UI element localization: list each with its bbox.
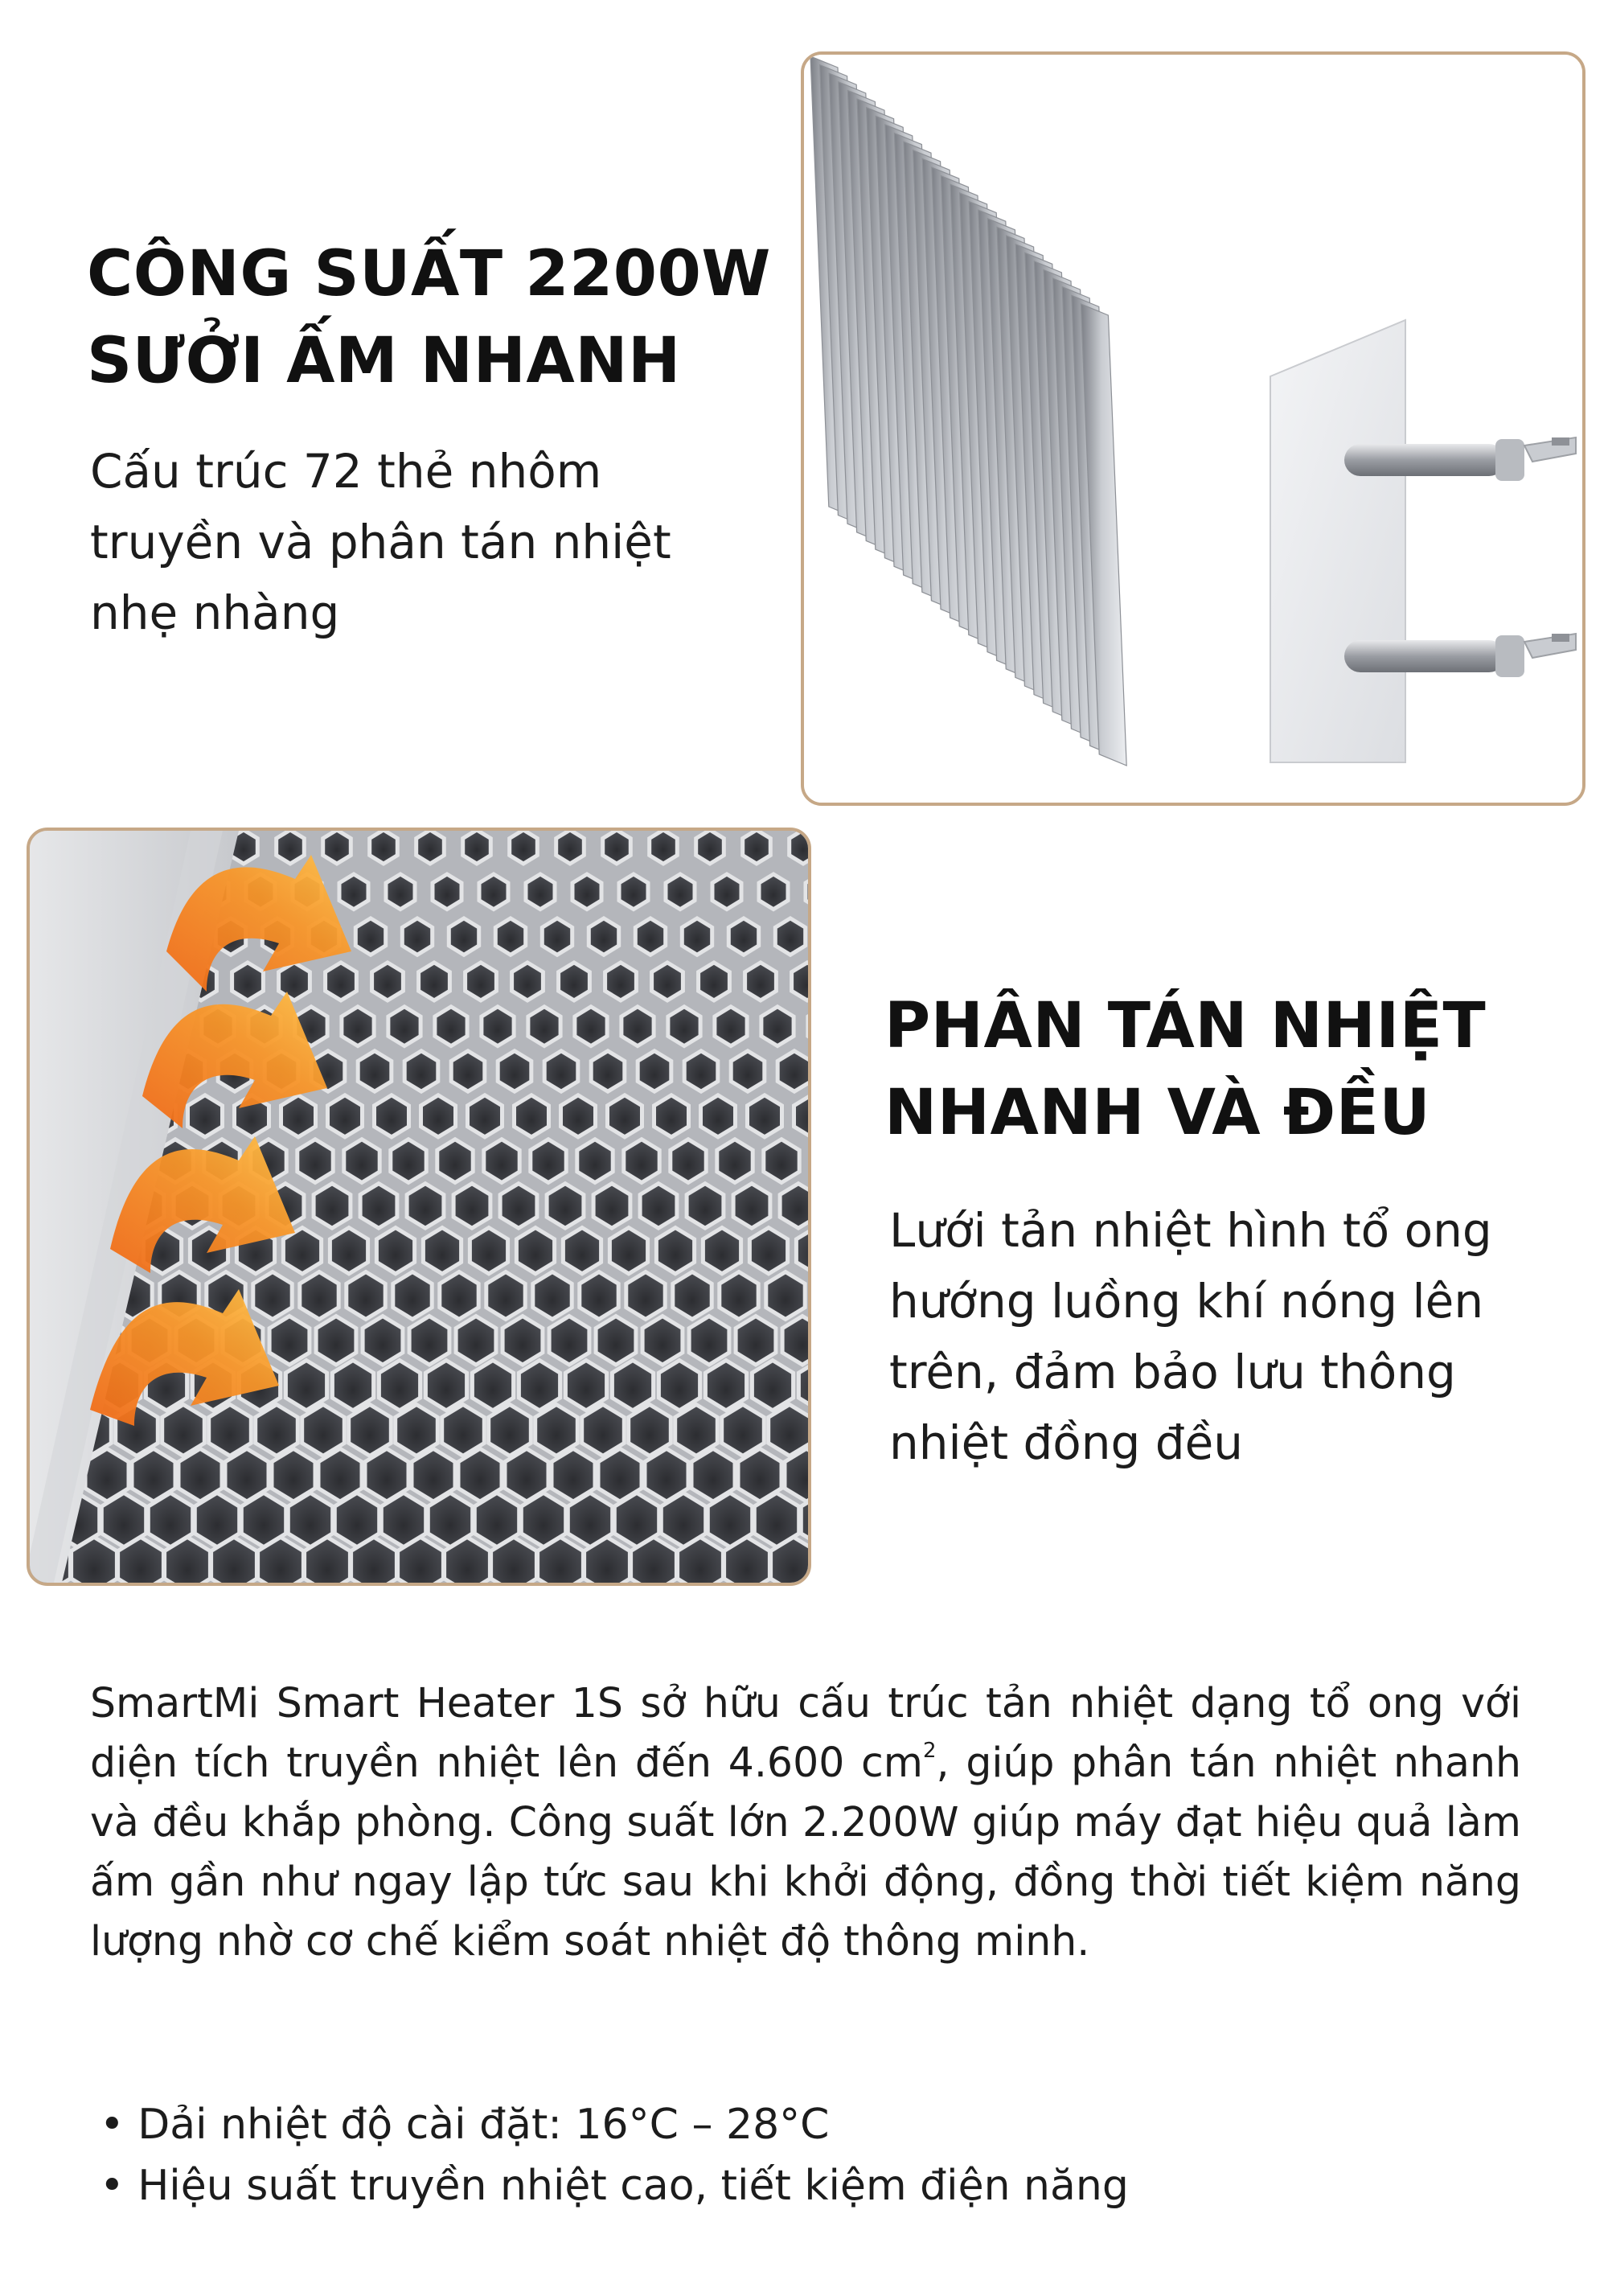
honeycomb-cell (684, 1051, 718, 1091)
honeycomb-cell (703, 1228, 740, 1274)
honeycomb-cell (748, 1095, 782, 1137)
power-heading (87, 231, 771, 405)
honeycomb-cell (542, 918, 572, 955)
honeycomb-cell (549, 1316, 589, 1365)
feature-item: • Dải nhiệt độ cài đặt: 16°C – 28°C (100, 2094, 1129, 2155)
honeycomb-cell (682, 918, 712, 955)
honeycomb-cell (565, 1361, 606, 1411)
honeycomb-cell (425, 1361, 466, 1411)
honeycomb-cell (769, 1405, 808, 1456)
honeycomb-cell (589, 918, 618, 955)
honeycomb-cell (717, 1140, 753, 1183)
honeycomb-cell (344, 1140, 379, 1183)
power-heading-line-1: CÔNG SUẤT 2200W (87, 238, 771, 310)
honeycomb-cell (559, 963, 590, 1000)
honeycomb-cell (761, 1007, 794, 1046)
honeycomb-cell (386, 874, 415, 910)
power-description-line-2: truyền và phân tán nhiệt (90, 515, 671, 569)
honeycomb-cell (654, 1095, 689, 1137)
honeycomb-cell (482, 1007, 514, 1046)
honeycomb-cell (619, 874, 648, 910)
honeycomb-cell (593, 1184, 630, 1228)
honeycomb-cell (232, 963, 264, 1000)
honeycomb-cell (528, 1007, 560, 1046)
honeycomb-cell (409, 1316, 449, 1365)
honeycomb-cell (388, 1007, 420, 1046)
honeycomb-cell (391, 1140, 426, 1183)
honeycomb-cell (656, 1228, 694, 1274)
honeycomb-cell (531, 1140, 566, 1183)
dispersion-description-line-1: Lưới tản nhiệt hình tổ ong (889, 1203, 1492, 1258)
honeycomb-cell (449, 918, 478, 955)
summary-text-start: SmartMi Smart Heater 1S sở hữu cấu trúc tản nhiệt dạng tổ ong với diện tích truyền nhiệt lên đến 4.600 cm (90, 1679, 1521, 1786)
honeycomb-cell (671, 1140, 706, 1183)
honeycomb-cell (503, 1316, 543, 1365)
honeycomb-grille-illustration (30, 831, 808, 1583)
honeycomb-cell (749, 1228, 787, 1274)
honeycomb-cell (561, 1095, 596, 1137)
honeycomb-cell (355, 918, 385, 955)
honeycomb-cell (297, 1140, 333, 1183)
radiator-fins-image-card (801, 51, 1585, 806)
honeycomb-cell (479, 874, 508, 910)
honeycomb-cell (498, 1051, 531, 1091)
summary-paragraph (90, 1674, 1521, 1971)
dispersion-heading-line-1: PHÂN TÁN NHIỆT (884, 990, 1487, 1062)
dispersion-description-line-3: trên, đảm bảo lưu thông (889, 1345, 1456, 1399)
honeycomb-cell (516, 1228, 554, 1274)
honeycomb-cell (370, 831, 398, 864)
honeycomb-cell (363, 1316, 403, 1365)
honeycomb-cell (512, 963, 544, 1000)
honeycomb-cell (652, 963, 683, 1000)
honeycomb-cell (701, 1095, 736, 1137)
honeycomb-cell (416, 831, 445, 864)
honeycomb-cell (666, 874, 695, 910)
honeycomb-cell (435, 1007, 467, 1046)
honeycomb-cell (621, 1007, 654, 1046)
honeycomb-cell (466, 963, 497, 1000)
honeycomb-cell (699, 963, 730, 1000)
honeycomb-cell (470, 1228, 507, 1274)
honeycomb-cell (609, 1228, 647, 1274)
power-heading-line-2: SƯỞI ẤM NHANH (87, 325, 681, 397)
honeycomb-cell (556, 831, 585, 864)
honeycomb-cell (484, 1140, 519, 1183)
honeycomb-cell (433, 874, 461, 910)
honeycomb-cell (638, 1051, 671, 1091)
honeycomb-cell (526, 874, 555, 910)
honeycomb-cell (642, 1316, 683, 1365)
honeycomb-cell (451, 1051, 485, 1091)
dispersion-heading (884, 983, 1486, 1156)
honeycomb-cell (596, 1316, 636, 1365)
honeycomb-cell (626, 1272, 665, 1320)
honeycomb-cell (790, 831, 808, 864)
honeycomb-cell (358, 1051, 392, 1091)
honeycomb-cell (376, 1228, 414, 1274)
honeycomb-cell (404, 1051, 438, 1091)
honeycomb-cell (332, 1361, 373, 1411)
honeycomb-cell (277, 831, 305, 864)
honeycomb-cell (285, 1361, 326, 1411)
honeycomb-grille-image-card (27, 828, 811, 1586)
power-description-line-3: nhẹ nhàng (90, 585, 340, 640)
honeycomb-cell (423, 1228, 461, 1274)
honeycomb-cell (687, 1184, 724, 1228)
honeycomb-cell (281, 1095, 316, 1137)
honeycomb-cell (440, 1272, 478, 1320)
honeycomb-cell (780, 1184, 808, 1228)
honeycomb-cell (563, 1228, 601, 1274)
honeycomb-cell (453, 1184, 490, 1228)
honeycomb-cell (759, 874, 788, 910)
honeycomb-cell (591, 1051, 625, 1091)
honeycomb-cell (495, 918, 525, 955)
honeycomb-cell (372, 963, 404, 1000)
honeycomb-cell (608, 1095, 642, 1137)
summary-text-end: , giúp phân tán nhiệt nhanh và đều khắp phòng. Công suất lớn 2.200W giúp máy đạt hiệu quả làm ấm gần như ngay lập tức sau khi khởi động, đồng thời tiết kiệm năng lượng nhờ cơ chế kiểm soát nhiệt độ thông minh. (90, 1739, 1521, 1965)
honeycomb-cell (437, 1140, 473, 1183)
honeycomb-cell (612, 1361, 653, 1411)
honeycomb-cell (572, 874, 601, 910)
honeycomb-cell (347, 1272, 385, 1320)
honeycomb-cell (635, 918, 665, 955)
dispersion-description-line-2: hướng luồng khí nóng lên (889, 1274, 1484, 1329)
honeycomb-cell (326, 963, 357, 1000)
honeycomb-cell (731, 1051, 765, 1091)
honeycomb-cell (580, 1272, 618, 1320)
honeycomb-cell (472, 1361, 513, 1411)
end-plate (1270, 320, 1405, 762)
honeycomb-cell (407, 1184, 444, 1228)
honeycomb-cell (323, 831, 351, 864)
honeycomb-cell (728, 918, 758, 955)
honeycomb-cell (736, 1316, 776, 1365)
honeycomb-cell (658, 1361, 699, 1411)
dispersion-description-line-4: nhiệt đồng đều (889, 1415, 1244, 1470)
honeycomb-cell (640, 1184, 677, 1228)
honeycomb-cell (547, 1184, 584, 1228)
honeycomb-cell (375, 1095, 409, 1137)
honeycomb-cell (533, 1272, 572, 1320)
honeycomb-cell (752, 1361, 793, 1411)
honeycomb-cell (379, 1361, 420, 1411)
honeycomb-cell (544, 1051, 578, 1091)
honeycomb-cell (577, 1140, 613, 1183)
honeycomb-cell (463, 831, 491, 864)
honeycomb-cell (188, 1095, 223, 1137)
honeycomb-cell (745, 963, 777, 1000)
honeycomb-cell (360, 1184, 397, 1228)
honeycomb-cell (733, 1184, 770, 1228)
honeycomb-cell (330, 1228, 367, 1274)
honeycomb-cell (775, 918, 805, 955)
radiator-fins-illustration (804, 55, 1582, 803)
honeycomb-cell (468, 1095, 503, 1137)
feature-list (100, 2094, 1129, 2216)
honeycomb-cell (279, 963, 310, 1000)
honeycomb-cell (624, 1140, 659, 1183)
honeycomb-cell (743, 831, 771, 864)
honeycomb-cell (575, 1007, 607, 1046)
honeycomb-cell (603, 831, 631, 864)
honeycomb-cell (715, 1007, 747, 1046)
honeycomb-cell (510, 831, 538, 864)
honeycomb-cell (766, 1272, 805, 1320)
honeycomb-cell (328, 1095, 363, 1137)
honeycomb-cell (253, 1272, 292, 1320)
honeycomb-cell (419, 963, 450, 1000)
honeycomb-cell (705, 1361, 746, 1411)
honeycomb-cell (342, 1007, 374, 1046)
summary-superscript: 2 (923, 1739, 937, 1763)
honeycomb-cell (650, 831, 678, 864)
honeycomb-cell (314, 1184, 351, 1228)
honeycomb-cell (519, 1361, 560, 1411)
honeycomb-cell (777, 1051, 808, 1091)
feature-item: • Hiệu suất truyền nhiệt cao, tiết kiệm điện năng (100, 2155, 1129, 2216)
power-description-line-1: Cấu trúc 72 thẻ nhôm (90, 444, 602, 499)
honeycomb-cell (316, 1316, 356, 1365)
dispersion-heading-line-2: NHANH VÀ ĐỀU (884, 1077, 1431, 1149)
honeycomb-cell (696, 831, 724, 864)
honeycomb-cell (689, 1316, 729, 1365)
power-description (90, 436, 671, 648)
dispersion-description (889, 1195, 1492, 1478)
honeycomb-cell (486, 1272, 525, 1320)
honeycomb-cell (269, 1316, 310, 1365)
honeycomb-cell (283, 1228, 321, 1274)
honeycomb-cell (720, 1272, 758, 1320)
honeycomb-cell (605, 963, 637, 1000)
honeycomb-cell (402, 918, 432, 955)
honeycomb-cell (712, 874, 741, 910)
honeycomb-cell (500, 1184, 537, 1228)
honeycomb-cell (456, 1316, 496, 1365)
honeycomb-cell (673, 1272, 712, 1320)
honeycomb-cell (668, 1007, 700, 1046)
honeycomb-cell (300, 1272, 338, 1320)
honeycomb-cell (764, 1140, 799, 1183)
honeycomb-cell (393, 1272, 432, 1320)
honeycomb-cell (792, 963, 808, 1000)
honeycomb-cell (421, 1095, 456, 1137)
honeycomb-cell (339, 874, 368, 910)
honeycomb-cell (515, 1095, 549, 1137)
